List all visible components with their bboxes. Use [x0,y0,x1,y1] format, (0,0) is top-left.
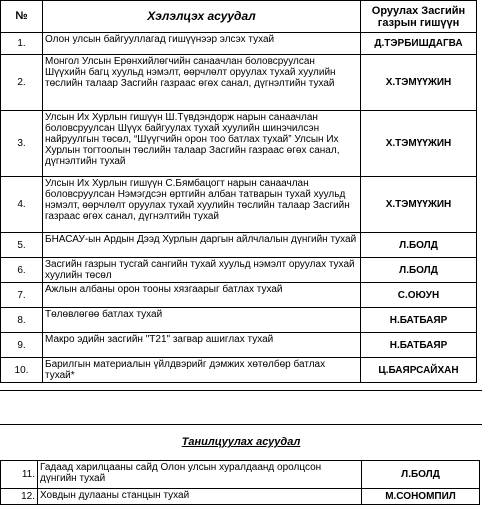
row-num: 4. [1,177,43,233]
row-minister: Х.ТЭМҮҮЖИН [361,55,477,111]
row-minister: Л.БОЛД [361,258,477,283]
row-question: Ховдын дулааны станцын тухай [38,489,362,505]
row-num: 9. [1,333,43,358]
header-minister: Оруулах Засгийн газрын гишүүн [361,1,477,33]
row-question: Улсын Их Хурлын гишүүн Ш.Түвдэндорж нарын санаачлан боловсруулсан Шүүх байгуулах тухай хуулийн шинэчилсэн найруулгын төсөл, “Шүүгчийн орон тоо батлах тухай” Улсын Их Хурлын тогтоолын төслийн талаар Засгийн газраас өгөх санал, дүгнэлтийн тухай [43,111,361,177]
row-question: Гадаад харилцааны сайд Олон улсын хуралдаанд оролцсон дүнгийн тухай [38,461,362,489]
table-row [1,489,480,505]
row-minister: Ц.БАЯРСАЙХАН [361,358,477,383]
table-row [1,258,477,283]
table-row [1,111,477,177]
row-question: Засгийн газрын тусгай сангийн тухай хуульд нэмэлт оруулах тухай хуулийн төсөл [43,258,361,283]
row-num: 12. [1,489,38,505]
row-minister: С.ОЮУН [361,283,477,308]
row-num: 6. [1,258,43,283]
section-title-introduction: Танилцуулах асуудал [181,436,301,448]
table-row [1,358,477,383]
row-question: Барилгын материалын үйлдвэрийг дэмжих хөтөлбөр батлах тухай* [43,358,361,383]
table-row [1,333,477,358]
row-num: 1. [1,33,43,55]
row-question: Улсын Их Хурлын гишүүн С.Бямбацогт нарын санаачлан боловсруулсан Нэмэгдсэн өртгийн албан татварын тухай хуульд нэмэлт, өөрчлөлт оруулах тухай хуулийн төслийн талаар Засгийн газраас өгөх санал, дүгнэлтийн тухай [43,177,361,233]
row-question: БНАСАУ-ын Ардын Дээд Хурлын даргын айлчлалын дүнгийн тухай [43,233,361,258]
table-row [1,177,477,233]
table-header-row [1,1,477,33]
row-minister: Х.ТЭМҮҮЖИН [361,111,477,177]
row-num: 3. [1,111,43,177]
section-divider [0,390,482,425]
table-row [1,461,480,489]
row-num: 11. [1,461,38,489]
row-question: Төлөвлөгөө батлах тухай [43,308,361,333]
row-question: Монгол Улсын Ерөнхийлөгчийн санаачлан боловсруулсан Шүүхийн багц хуульд нэмэлт, өөрчлөлт оруулах тухай хуулийн төслийн талаар Засгийн газраас өгөх санал, дүгнэлтийн тухай [43,55,361,111]
row-question: Олон улсын байгууллагад гишүүнээр элсэх тухай [43,33,361,55]
row-minister: Д.ТЭРБИШДАГВА [361,33,477,55]
table-row [1,55,477,111]
row-num: 8. [1,308,43,333]
row-minister: Л.БОЛД [361,233,477,258]
row-minister: Н.БАТБАЯР [361,308,477,333]
table-row [1,33,477,55]
row-num: 10. [1,358,43,383]
row-minister: Н.БАТБАЯР [361,333,477,358]
row-minister: Х.ТЭМҮҮЖИН [361,177,477,233]
header-num: № [1,1,43,33]
row-minister: Л.БОЛД [362,461,480,489]
table-row [1,308,477,333]
row-num: 5. [1,233,43,258]
header-question: Хэлэлцэх асуудал [43,1,361,33]
table-row [1,233,477,258]
table-row [1,283,477,308]
row-question: Макро эдийн засгийн "T21" загвар ашиглах тухай [43,333,361,358]
introduction-table [0,460,480,505]
row-question: Ажлын албаны орон тооны хязгаарыг батлах тухай [43,283,361,308]
row-minister: М.СОНОМПИЛ [362,489,480,505]
row-num: 2. [1,55,43,111]
row-num: 7. [1,283,43,308]
